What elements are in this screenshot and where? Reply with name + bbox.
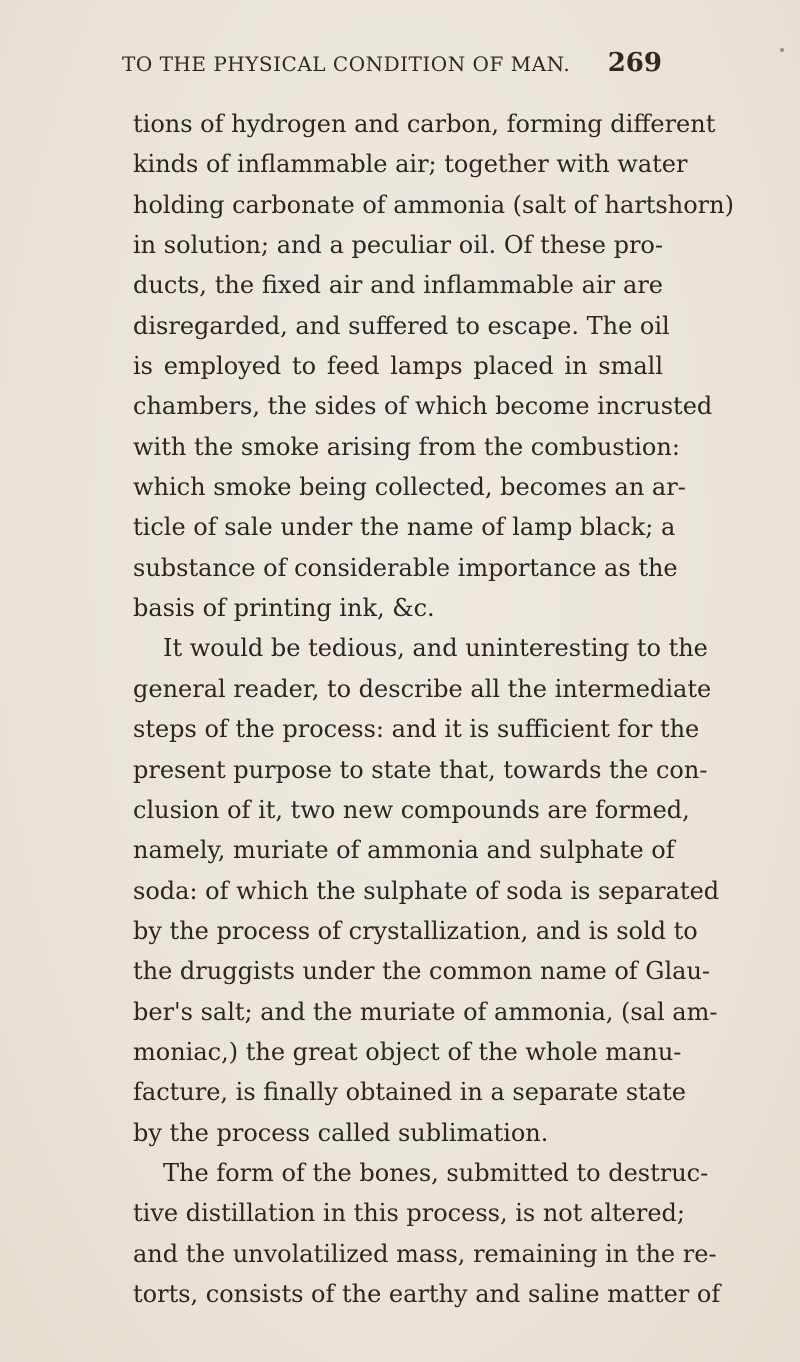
text-line: the druggists under the common name of Glau- bbox=[133, 957, 711, 986]
text-line: substance of considerable importance as the bbox=[133, 553, 678, 582]
text-line: tive distillation in this process, is not altered; bbox=[133, 1199, 685, 1228]
running-title: TO THE PHYSICAL CONDITION OF MAN. bbox=[122, 52, 571, 76]
text-line: steps of the process: and it is sufficient for the bbox=[133, 715, 700, 744]
text-line: ducts, the fixed air and inflammable air are bbox=[133, 271, 663, 300]
text-line: moniac,) the great object of the whole manu- bbox=[133, 1037, 682, 1066]
paragraph-end-line: basis of printing ink, &c. bbox=[133, 594, 435, 623]
text-line: present purpose to state that, towards the con- bbox=[133, 755, 708, 784]
text-line: namely, muriate of ammonia and sulphate of bbox=[133, 836, 675, 865]
text-line: by the process of crystallization, and is sold to bbox=[133, 916, 698, 945]
text-line: clusion of it, two new compounds are formed, bbox=[133, 795, 690, 824]
running-head bbox=[122, 48, 662, 82]
text-line: general reader, to describe all the intermediate bbox=[133, 674, 712, 703]
paragraph-start-line: It would be tedious, and uninteresting to the bbox=[163, 634, 708, 663]
text-line: and the unvolatilized mass, remaining in the re- bbox=[133, 1239, 717, 1268]
text-line: facture, is finally obtained in a separate state bbox=[133, 1078, 686, 1107]
text-line: kinds of inflammable air; together with water bbox=[133, 150, 688, 179]
text-line: holding carbonate of ammonia (salt of hartshorn) bbox=[133, 190, 734, 219]
text-line: disregarded, and suffered to escape. The oil bbox=[133, 311, 670, 340]
page-speck bbox=[780, 48, 784, 52]
text-line: in solution; and a peculiar oil. Of these pro- bbox=[133, 231, 663, 260]
page-number: 269 bbox=[607, 48, 662, 78]
text-line: soda: of which the sulphate of soda is separated bbox=[133, 876, 720, 905]
paragraph-start-line: The form of the bones, submitted to destruc- bbox=[163, 1158, 709, 1187]
text-line: tions of hydrogen and carbon, forming different bbox=[133, 110, 716, 138]
text-line: chambers, the sides of which become incrusted bbox=[133, 392, 713, 421]
text-line: ber's salt; and the muriate of ammonia, (sal am- bbox=[133, 997, 718, 1026]
text-line: is employed to feed lamps placed in small bbox=[133, 352, 663, 381]
text-line: with the smoke arising from the combustion: bbox=[133, 432, 680, 461]
text-line: which smoke being collected, becomes an ar- bbox=[133, 473, 686, 502]
body-text bbox=[133, 104, 734, 1314]
paragraph-end-line: by the process called sublimation. bbox=[133, 1118, 549, 1147]
text-line: torts, consists of the earthy and saline matter of bbox=[133, 1279, 721, 1308]
text-line: ticle of sale under the name of lamp black; a bbox=[133, 513, 676, 542]
